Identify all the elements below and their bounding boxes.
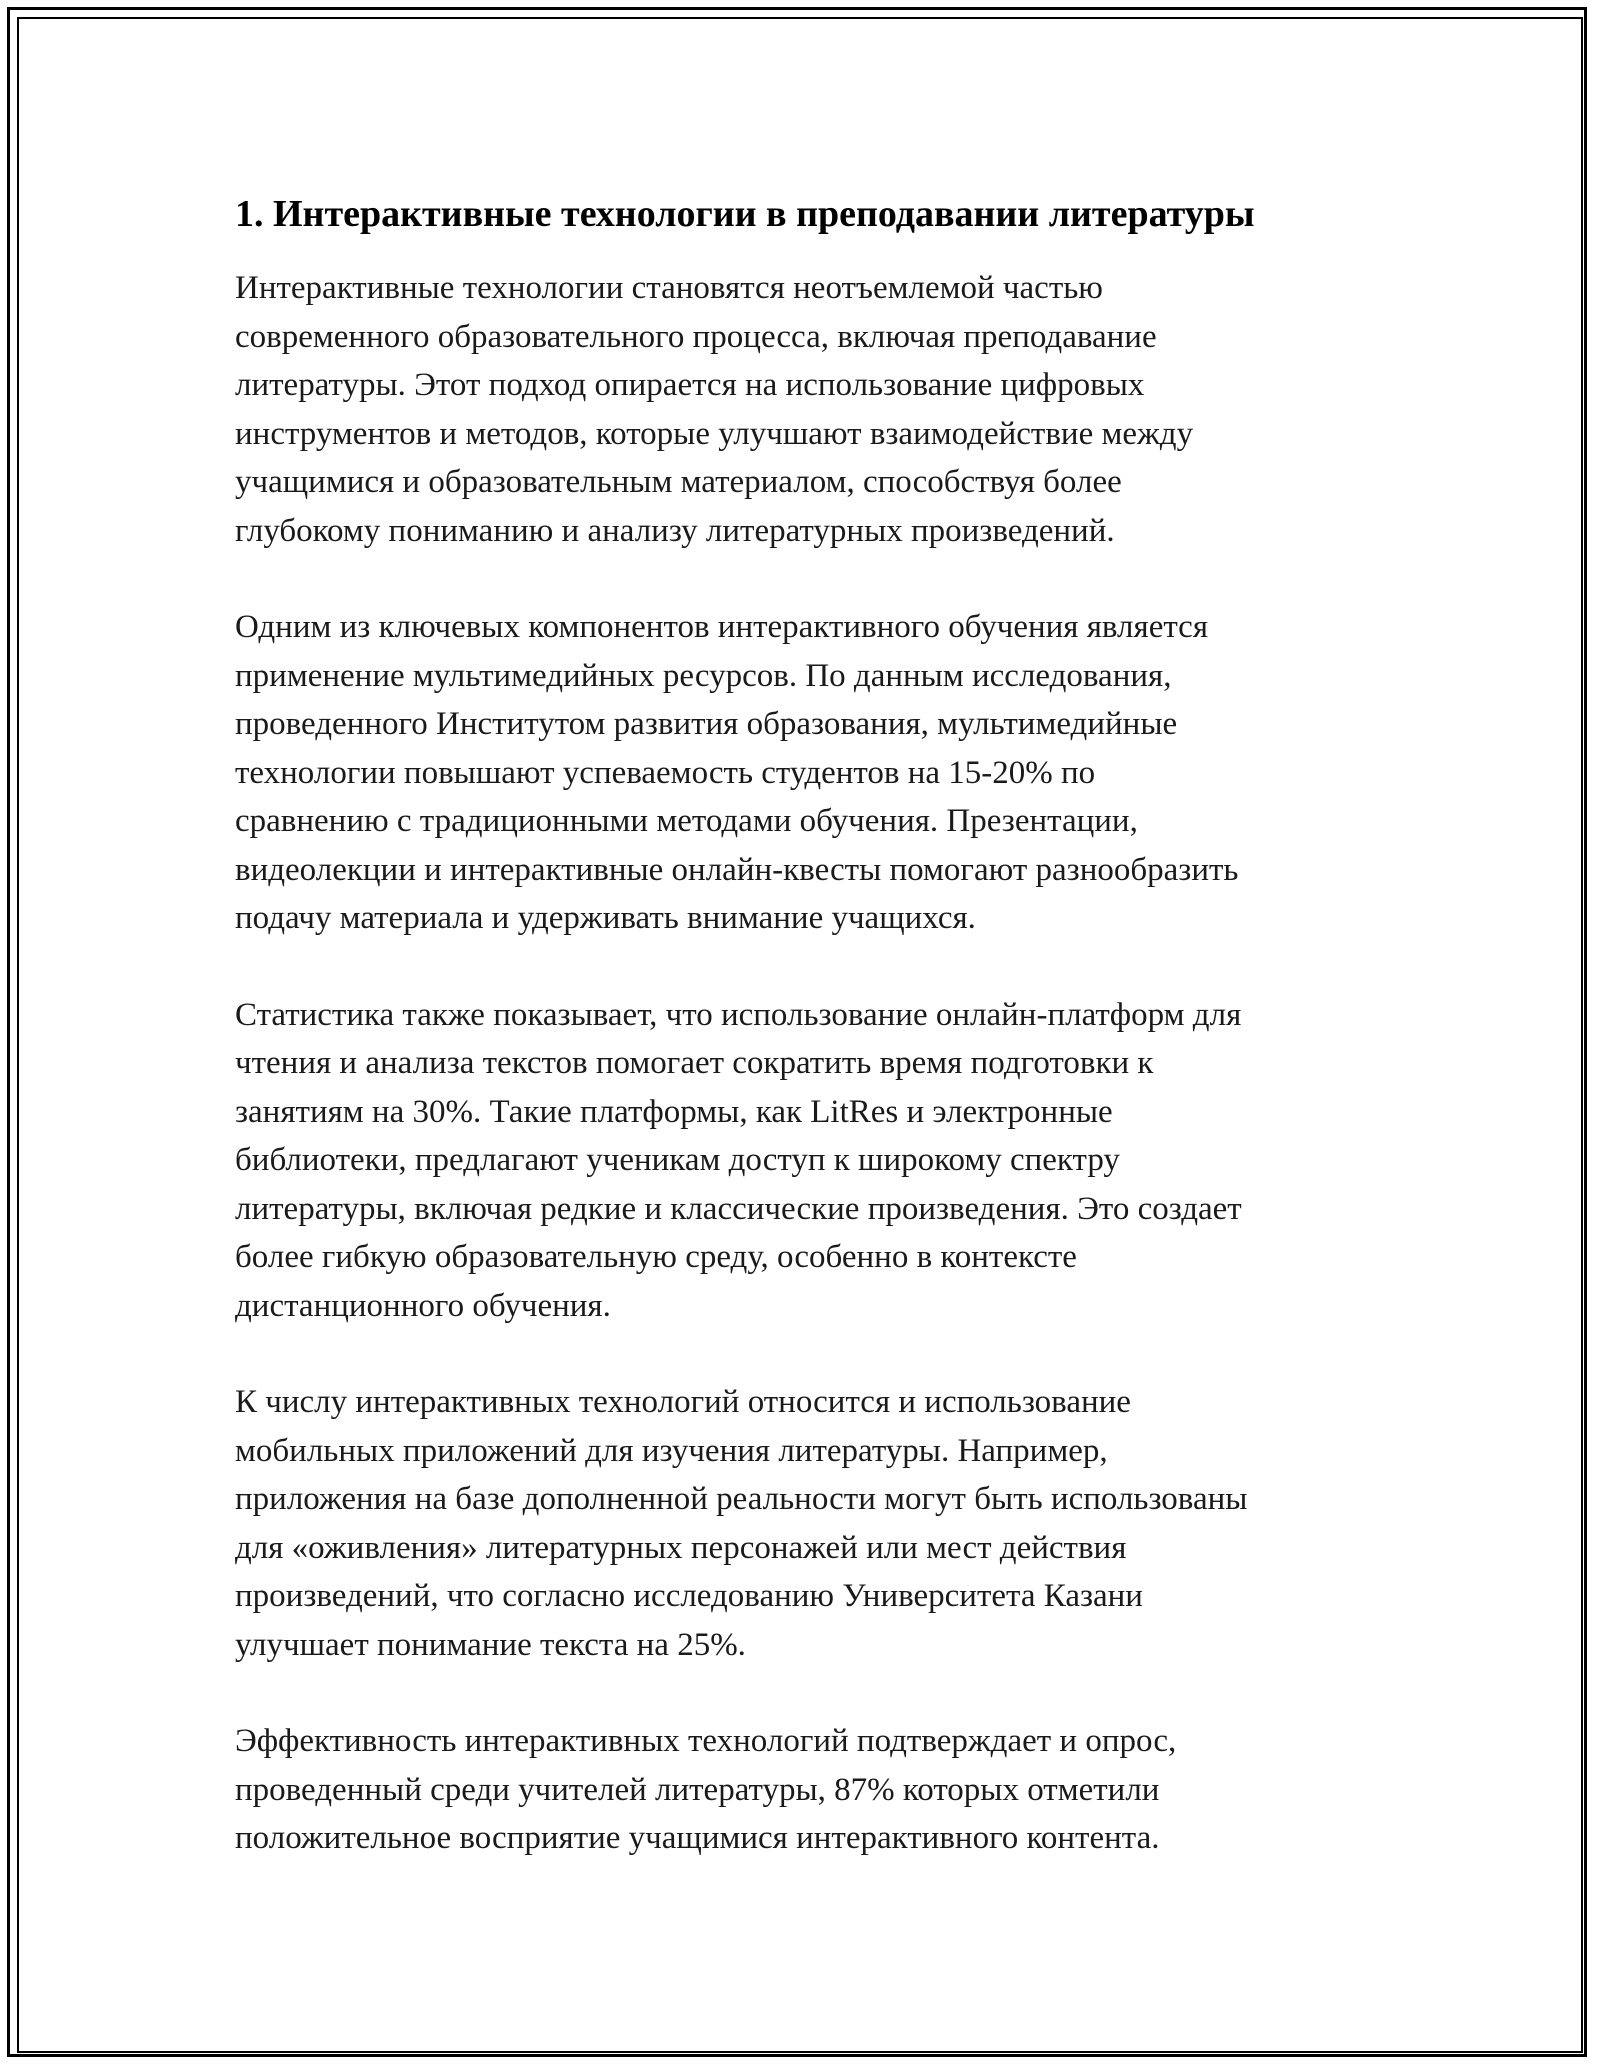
text-line: библиотеки, предлагают ученикам доступ к широкому спектру: [235, 1142, 1120, 1178]
text-line: произведений, что согласно исследованию Университета Казани: [235, 1578, 1143, 1614]
text-line: улучшает понимание текста на 25%.: [235, 1626, 746, 1663]
text-line: учащимися и образовательным материалом, способствуя более: [235, 464, 1122, 500]
text-line: технологии повышают успеваемость студентов на 15-20% по: [235, 754, 1096, 791]
text-line: современного образовательного процесса, включая преподавание: [235, 318, 1157, 355]
paragraph-5: [235, 1717, 1375, 1863]
paragraph-2: [235, 603, 1375, 943]
text-line: Одним из ключевых компонентов интерактивного обучения является: [235, 609, 1209, 645]
text-line: приложения на базе дополненной реальности могут быть использованы: [235, 1481, 1248, 1517]
text-line: инструментов и методов, которые улучшают взаимодействие между: [235, 415, 1194, 452]
section-title: 1. Интерактивные технологии в преподавании литературы: [235, 193, 1255, 235]
text-line: сравнению с традиционными методами обучения. Презентации,: [235, 803, 1138, 839]
text-line: применение мультимедийных ресурсов. По данным исследования,: [235, 657, 1172, 694]
text-line: Эффективность интерактивных технологий подтверждает и опрос,: [235, 1723, 1177, 1759]
text-line: Статистика также показывает, что использование онлайн-платформ для: [235, 996, 1242, 1033]
text-line: чтения и анализа текстов помогает сократить время подготовки к: [235, 1045, 1154, 1081]
text-line: дистанционного обучения.: [235, 1287, 611, 1324]
document-body: [235, 186, 1375, 1863]
text-line: литературы, включая редкие и классические произведения. Это создает: [235, 1190, 1242, 1227]
paragraph-3: [235, 991, 1375, 1331]
text-line: положительное восприятие учащимися интерактивного контента.: [235, 1820, 1160, 1856]
text-line: мобильных приложений для изучения литературы. Например,: [235, 1432, 1108, 1469]
text-line: для «оживления» литературных персонажей или мест действия: [235, 1529, 1127, 1566]
paragraph-4: [235, 1378, 1375, 1669]
text-line: К числу интерактивных технологий относится и использование: [235, 1384, 1131, 1420]
text-line: проведенного Институтом развития образования, мультимедийные: [235, 706, 1178, 742]
text-line: более гибкую образовательную среду, особенно в контексте: [235, 1239, 1077, 1275]
text-line: занятиям на 30%. Такие платформы, как LitRes и электронные: [235, 1093, 1113, 1130]
text-line: Интерактивные технологии становятся неотъемлемой частью: [235, 270, 1103, 306]
text-line: проведенный среди учителей литературы, 87% которых отметили: [235, 1771, 1160, 1808]
text-line: литературы. Этот подход опирается на использование цифровых: [235, 367, 1145, 403]
text-line: видеолекции и интерактивные онлайн-квесты помогают разнообразить: [235, 851, 1239, 888]
text-line: подачу материала и удерживать внимание учащихся.: [235, 900, 976, 936]
paragraph-1: [235, 264, 1375, 555]
text-line: глубокому пониманию и анализу литературных произведений.: [235, 512, 1115, 549]
